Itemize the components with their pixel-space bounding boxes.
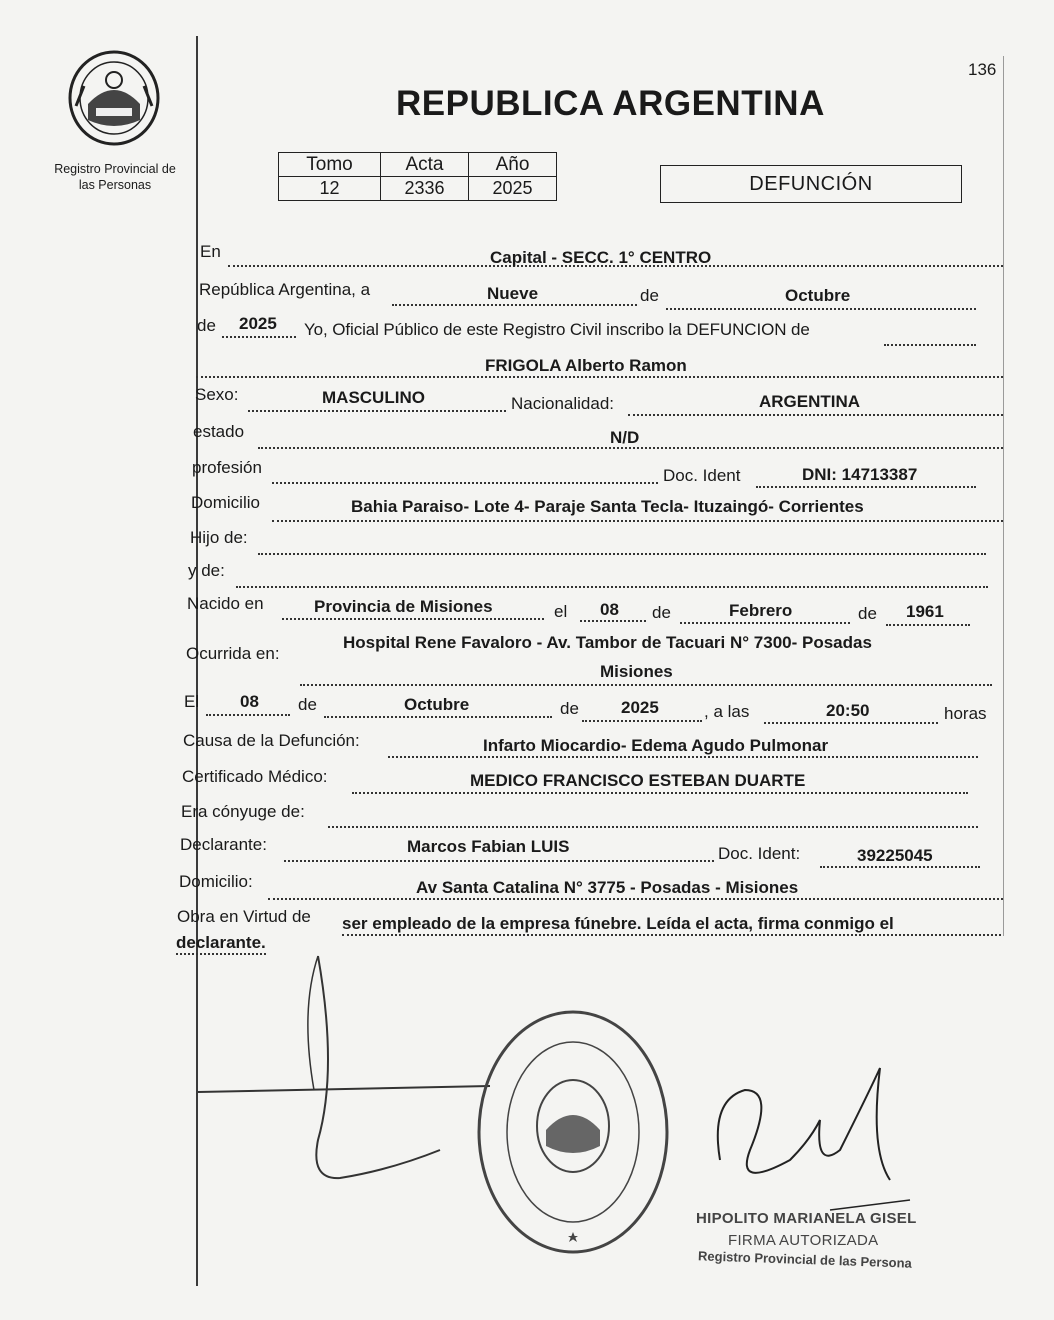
official-role: FIRMA AUTORIZADA	[728, 1232, 879, 1249]
official-name: HIPOLITO MARIANELA GISEL	[696, 1210, 917, 1227]
label-de: de	[298, 695, 317, 714]
dotted-line	[272, 482, 658, 484]
value-ocurrida-line1: Hospital Rene Favaloro - Av. Tambor de Tacuari N° 7300- Posadas	[343, 633, 872, 652]
value-doc-ident: DNI: 14713387	[802, 465, 918, 484]
label-de: de	[197, 316, 216, 335]
label-doc-ident: Doc. Ident	[663, 466, 741, 485]
label-horas: horas	[944, 704, 987, 723]
label-domicilio: Domicilio	[191, 493, 260, 512]
label-de: de	[858, 604, 877, 623]
label-conyuge: Era cónyuge de:	[181, 802, 305, 821]
label-republica: República Argentina, a	[199, 280, 371, 299]
value-estado: N/D	[610, 428, 640, 447]
label-oficial: Yo, Oficial Público de este Registro Civil inscribo la DEFUNCION de	[304, 320, 810, 339]
value-lugar: Capital - SECC. 1° CENTRO	[490, 248, 712, 267]
dotted-line	[236, 586, 988, 588]
value-obra-line1: ser empleado de la empresa fúnebre. Leída el acta, firma conmigo el	[342, 914, 1001, 936]
dotted-line	[352, 792, 968, 794]
document-type-box: DEFUNCIÓN	[660, 165, 962, 203]
value-causa: Infarto Miocardio- Edema Agudo Pulmonar	[483, 736, 829, 755]
value-domicilio-declarante: Av Santa Catalina N° 3775 - Posadas - Misiones	[416, 878, 799, 897]
label-y-de: y de:	[188, 561, 225, 580]
value-declarante: Marcos Fabian LUIS	[407, 837, 570, 856]
value-obra-line2: declarante.	[176, 933, 266, 955]
label-profesion: profesión	[192, 458, 262, 477]
label-el: el	[554, 602, 568, 621]
registry-label	[44, 161, 186, 193]
provincial-seal-logo	[66, 46, 162, 146]
page-number: 136	[968, 60, 997, 79]
label-obra: Obra en Virtud de	[177, 907, 311, 926]
dotted-line	[206, 714, 290, 716]
value-tomo: 12	[279, 177, 381, 201]
label-estado: estado	[193, 422, 245, 441]
dotted-line	[680, 622, 850, 624]
label-sexo: Sexo:	[195, 385, 239, 404]
label-ocurrida-en: Ocurrida en:	[186, 644, 280, 663]
label-el: El	[184, 692, 200, 711]
dotted-line	[258, 553, 986, 555]
value-nacido-mes: Febrero	[729, 601, 793, 620]
value-hora: 20:50	[826, 701, 870, 720]
declarant-signature	[198, 956, 490, 1178]
value-fallec-dia: 08	[240, 692, 259, 711]
value-nacido-dia: 08	[600, 600, 619, 619]
dotted-line	[222, 336, 296, 338]
value-nombre: FRIGOLA Alberto Ramon	[485, 356, 687, 375]
dotted-line	[764, 722, 938, 724]
official-office: Registro Provincial de las Persona	[697, 1248, 913, 1271]
value-nacido-lugar: Provincia de Misiones	[314, 597, 493, 616]
dotted-line	[580, 620, 646, 622]
value-anio: 2025	[239, 314, 277, 333]
label-de: de	[652, 603, 671, 622]
header-tomo: Tomo	[279, 153, 381, 177]
registry-label-line2: las Personas	[78, 178, 152, 192]
header-acta: Acta	[381, 153, 469, 177]
value-fallec-anio: 2025	[621, 698, 659, 717]
dotted-line	[628, 414, 1003, 416]
dotted-line	[272, 520, 1003, 522]
dotted-line	[582, 720, 702, 722]
value-domicilio: Bahia Paraiso- Lote 4- Paraje Santa Tecla- Ituzaingó- Corrientes	[351, 497, 864, 516]
document-title: REPUBLICA ARGENTINA	[396, 84, 825, 123]
dotted-line	[884, 344, 976, 346]
header-anio: Año	[469, 153, 557, 177]
dotted-line	[756, 486, 976, 488]
value-fallec-mes: Octubre	[404, 695, 470, 714]
value-nacionalidad: ARGENTINA	[759, 392, 861, 411]
dotted-line	[282, 618, 544, 620]
value-sexo: MASCULINO	[322, 388, 425, 407]
dotted-line	[324, 716, 552, 718]
right-margin-line	[1003, 56, 1004, 936]
official-signature	[718, 1068, 910, 1210]
label-certificado: Certificado Médico:	[182, 767, 328, 786]
registry-label-line1: Registro Provincial de	[54, 162, 176, 176]
value-certificado: MEDICO FRANCISCO ESTEBAN DUARTE	[470, 771, 806, 790]
value-mes: Octubre	[785, 286, 851, 305]
label-nacido-en: Nacido en	[187, 594, 264, 613]
label-a-las: , a las	[704, 702, 750, 721]
label-de: de	[560, 699, 579, 718]
dotted-line	[388, 756, 978, 758]
value-acta: 2336	[381, 177, 469, 201]
dotted-line	[268, 898, 1003, 900]
dotted-line	[666, 308, 976, 310]
label-doc-ident: Doc. Ident:	[718, 844, 801, 863]
value-declarante-doc: 39225045	[857, 846, 933, 865]
label-en: En	[200, 242, 221, 261]
dotted-line	[886, 624, 970, 626]
value-ocurrida-line2: Misiones	[600, 662, 673, 681]
label-domicilio: Domicilio:	[179, 872, 253, 891]
label-declarante: Declarante:	[180, 835, 267, 854]
label-de: de	[640, 286, 659, 305]
record-table	[278, 152, 557, 201]
label-hijo-de: Hijo de:	[190, 528, 248, 547]
dotted-line	[328, 826, 978, 828]
value-dia: Nueve	[487, 284, 539, 303]
value-anio: 2025	[469, 177, 557, 201]
dotted-line	[284, 860, 714, 862]
label-nacionalidad: Nacionalidad:	[511, 394, 615, 413]
delegation-stamp	[479, 1012, 667, 1252]
value-nacido-anio: 1961	[906, 602, 944, 621]
dotted-line	[196, 376, 1003, 378]
dotted-line	[820, 866, 980, 868]
dotted-line	[248, 410, 506, 412]
label-causa: Causa de la Defunción:	[183, 731, 360, 750]
dotted-line	[392, 304, 637, 306]
dotted-line	[300, 684, 992, 686]
